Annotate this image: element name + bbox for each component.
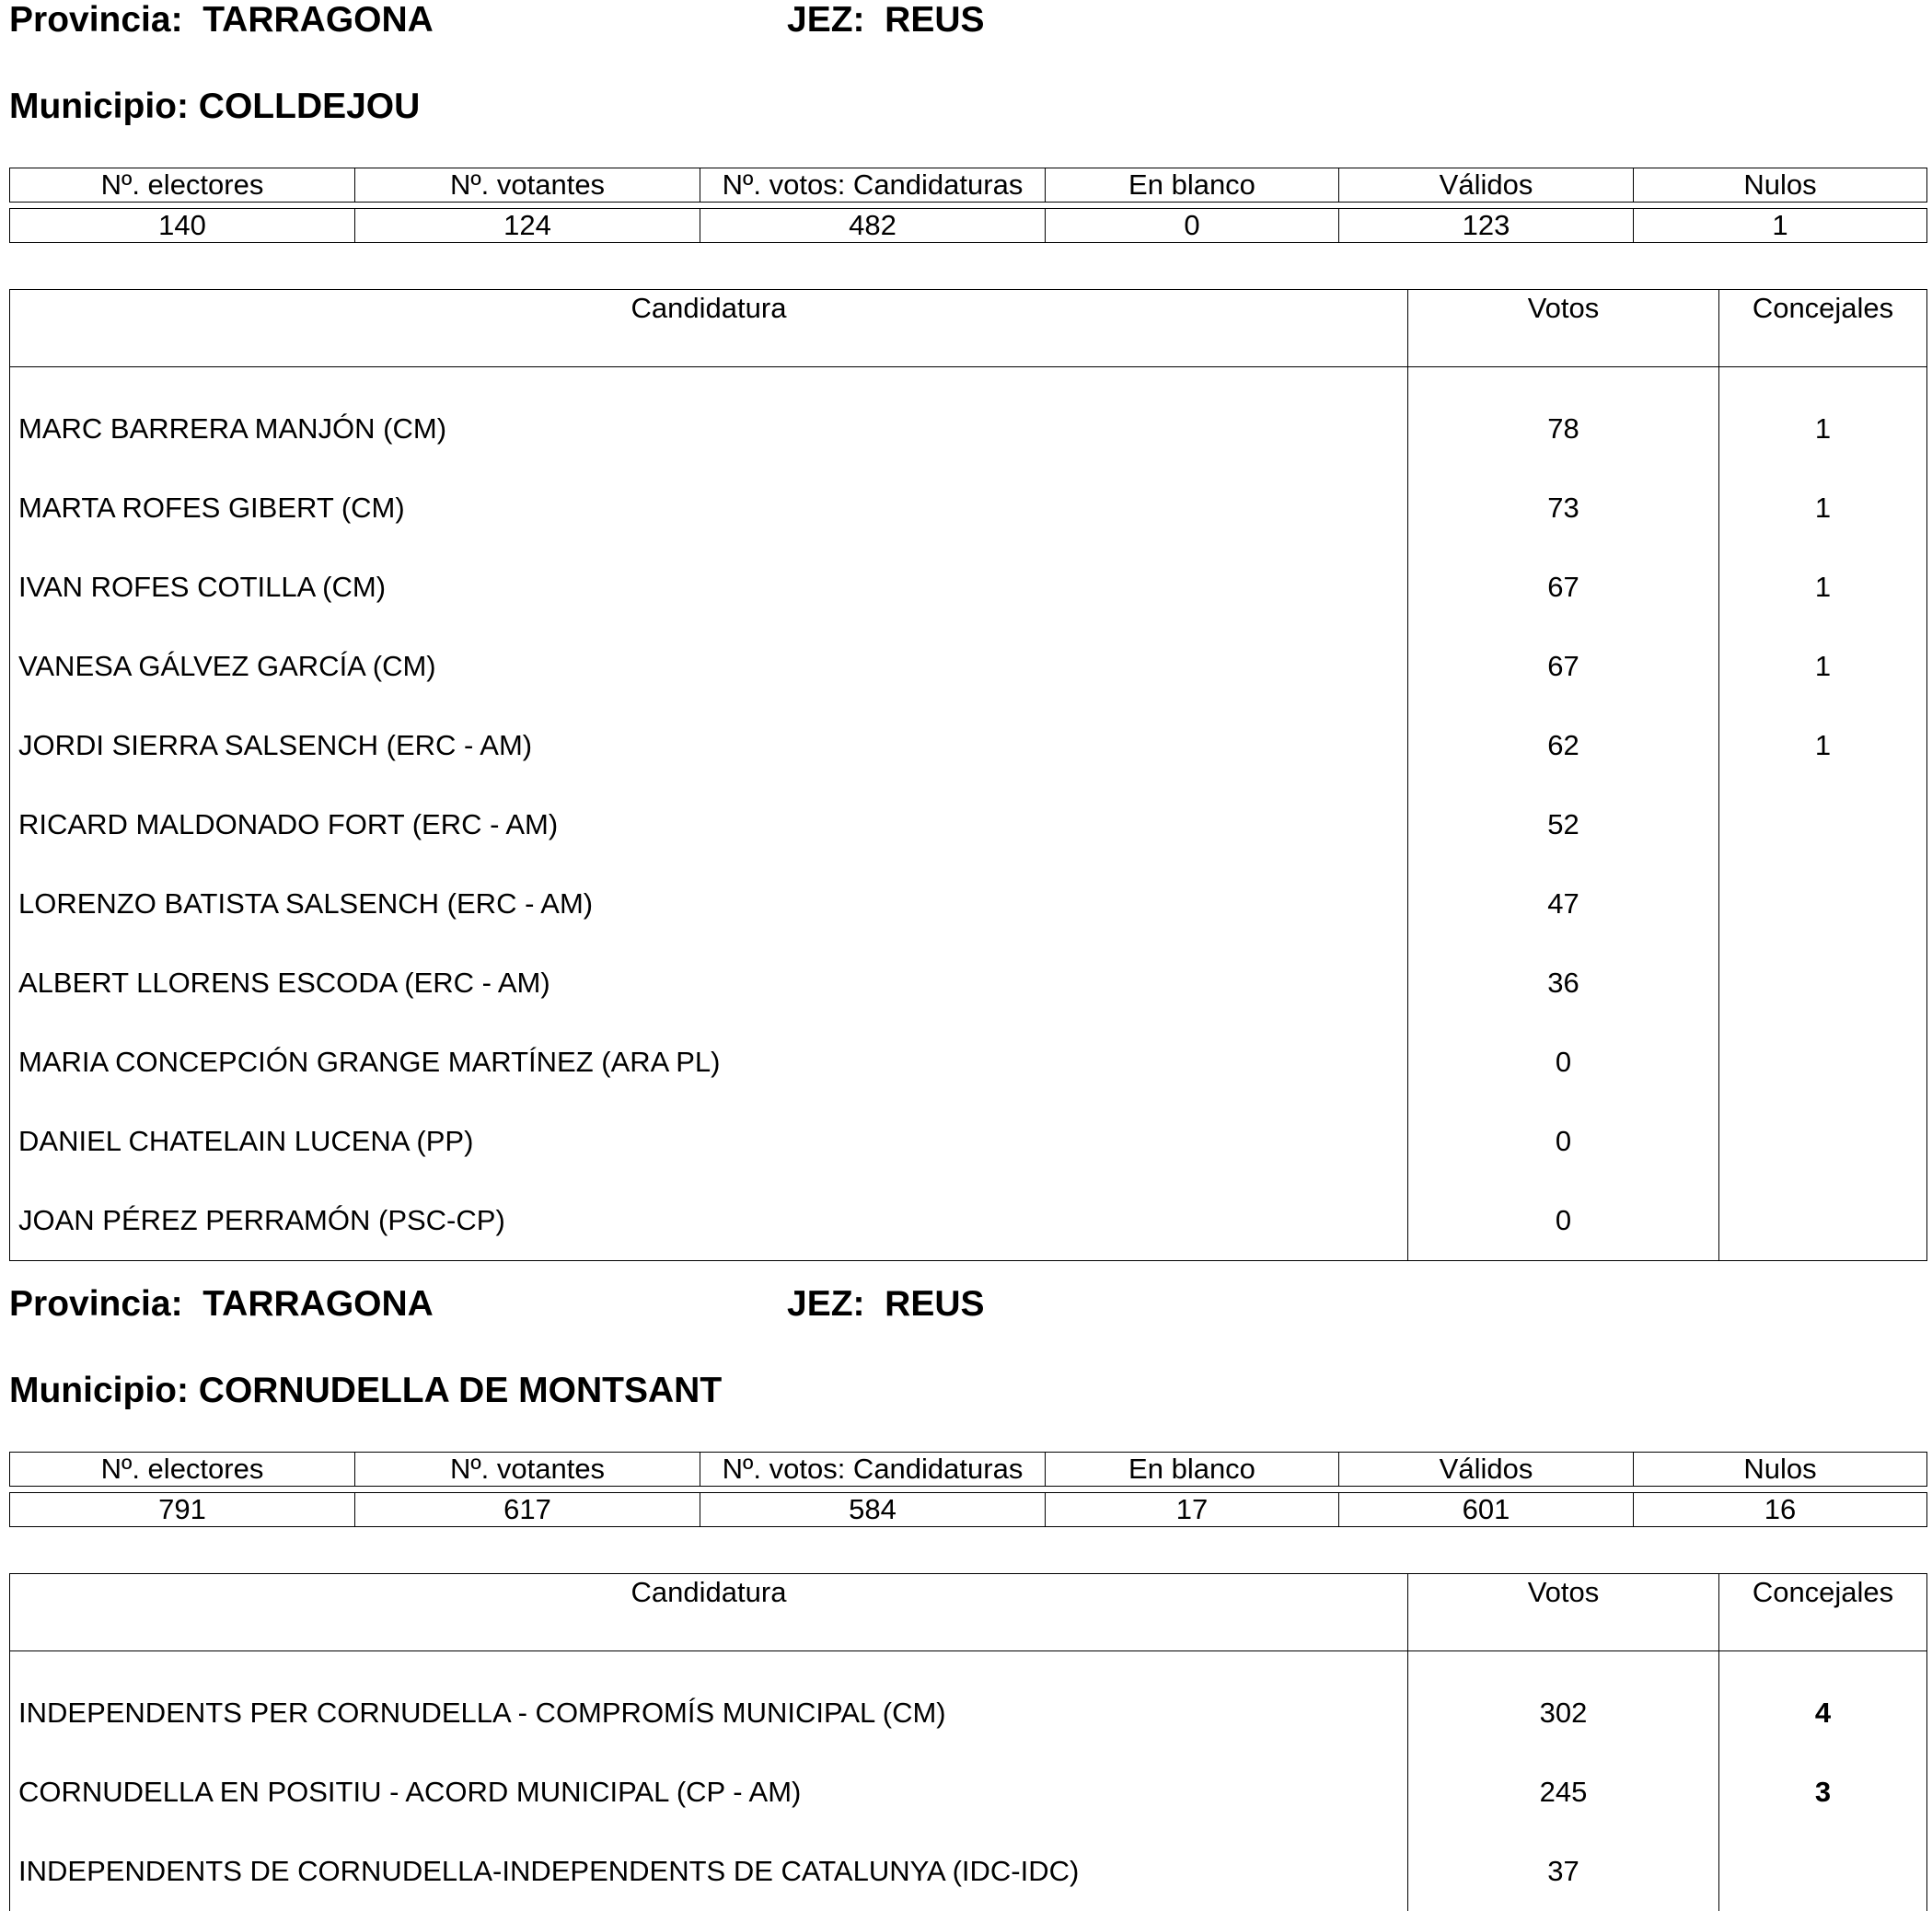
stats-values-row [10, 209, 1927, 243]
candidate-name: VANESA GÁLVEZ GARCÍA (CM) [10, 627, 1408, 706]
stats-header-row [10, 1453, 1927, 1487]
stats-header-table [9, 1452, 1927, 1487]
candidate-votes: 0 [1408, 1023, 1719, 1102]
candidate-votes: 47 [1408, 864, 1719, 944]
candidate-votes: 62 [1408, 706, 1719, 785]
candidate-votes: 67 [1408, 548, 1719, 627]
stat-header-votos-candidaturas: Nº. votos: Candidaturas [700, 1453, 1046, 1487]
candidate-name: MARC BARRERA MANJÓN (CM) [10, 367, 1408, 469]
candidate-concejales: 1 [1814, 492, 1832, 524]
candidate-row [10, 864, 1927, 944]
candidate-votes: 67 [1408, 627, 1719, 706]
candidate-concejales: 4 [1814, 1697, 1832, 1729]
municipality-title: Municipio: COLLDEJOU [9, 87, 421, 126]
province-line [9, 0, 1926, 42]
candidate-row [10, 1023, 1927, 1102]
stat-header-validos: Válidos [1339, 168, 1634, 203]
stats-header-row [10, 168, 1927, 203]
stat-value-electores: 140 [10, 209, 355, 243]
stat-header-validos: Válidos [1339, 1453, 1634, 1487]
candidate-votes: 302 [1408, 1651, 1719, 1754]
province-label: Provincia: TARRAGONA [9, 1284, 434, 1324]
candidate-votes: 52 [1408, 785, 1719, 864]
stat-header-en-blanco: En blanco [1046, 168, 1339, 203]
candidates-table [9, 1573, 1927, 1911]
candidate-concejales: 1 [1814, 571, 1832, 603]
candidate-concejales: 1 [1814, 650, 1832, 682]
province-line [9, 1284, 1926, 1326]
candidate-concejales: 1 [1814, 729, 1832, 761]
header-votos: Votos [1408, 1574, 1719, 1651]
stat-value-en-blanco: 0 [1046, 209, 1339, 243]
candidate-name: MARTA ROFES GIBERT (CM) [10, 469, 1408, 548]
stat-value-votos-candidaturas: 584 [700, 1493, 1046, 1527]
candidate-name: CORNUDELLA EN POSITIU - ACORD MUNICIPAL (CP - AM) [10, 1753, 1408, 1832]
stat-header-votantes: Nº. votantes [355, 1453, 700, 1487]
municipality-section-cornudella [9, 1284, 1926, 1887]
header-candidatura: Candidatura [10, 290, 1408, 367]
candidate-votes: 73 [1408, 469, 1719, 548]
stat-value-nulos: 16 [1634, 1493, 1927, 1527]
stat-header-nulos: Nulos [1634, 168, 1927, 203]
candidates-header-row [10, 1574, 1927, 1651]
candidate-name: ALBERT LLORENS ESCODA (ERC - AM) [10, 944, 1408, 1023]
candidate-name: DANIEL CHATELAIN LUCENA (PP) [10, 1102, 1408, 1181]
candidate-row [10, 1651, 1927, 1754]
stat-value-electores: 791 [10, 1493, 355, 1527]
candidate-name: JORDI SIERRA SALSENCH (ERC - AM) [10, 706, 1408, 785]
stats-values-table [9, 208, 1927, 243]
stat-value-votantes: 124 [355, 209, 700, 243]
stat-header-electores: Nº. electores [10, 1453, 355, 1487]
stat-header-votantes: Nº. votantes [355, 168, 700, 203]
candidate-name: RICARD MALDONADO FORT (ERC - AM) [10, 785, 1408, 864]
candidate-row [10, 706, 1927, 785]
stat-value-votantes: 617 [355, 1493, 700, 1527]
header-votos: Votos [1408, 290, 1719, 367]
candidate-votes: 36 [1408, 944, 1719, 1023]
province-label: Provincia: TARRAGONA [9, 0, 434, 40]
candidate-name: IVAN ROFES COTILLA (CM) [10, 548, 1408, 627]
candidate-concejales: 3 [1814, 1776, 1832, 1808]
candidate-votes: 245 [1408, 1753, 1719, 1832]
candidate-name: MARIA CONCEPCIÓN GRANGE MARTÍNEZ (ARA PL) [10, 1023, 1408, 1102]
stats-values-table [9, 1492, 1927, 1527]
candidate-row [10, 548, 1927, 627]
stats-values-row [10, 1493, 1927, 1527]
candidate-concejales [1719, 944, 1927, 1023]
header-concejales: Concejales [1719, 290, 1927, 367]
candidate-row [10, 627, 1927, 706]
candidate-concejales [1719, 1102, 1927, 1181]
stat-header-electores: Nº. electores [10, 168, 355, 203]
candidate-concejales [1719, 1023, 1927, 1102]
candidate-concejales [1719, 785, 1927, 864]
candidate-name: INDEPENDENTS PER CORNUDELLA - COMPROMÍS MUNICIPAL (CM) [10, 1651, 1408, 1754]
candidate-row [10, 469, 1927, 548]
candidate-votes: 0 [1408, 1181, 1719, 1261]
stat-value-validos: 601 [1339, 1493, 1634, 1527]
stats-header-table [9, 168, 1927, 203]
candidate-votes: 37 [1408, 1832, 1719, 1911]
municipality-section-colldejou [9, 0, 1926, 1236]
jez-label: JEZ: REUS [787, 0, 985, 40]
candidates-table [9, 289, 1927, 1261]
stat-value-en-blanco: 17 [1046, 1493, 1339, 1527]
stat-header-nulos: Nulos [1634, 1453, 1927, 1487]
candidate-concejales: 1 [1814, 412, 1832, 445]
candidate-row [10, 367, 1927, 469]
header-candidatura: Candidatura [10, 1574, 1408, 1651]
stat-header-votos-candidaturas: Nº. votos: Candidaturas [700, 168, 1046, 203]
candidate-row [10, 1753, 1927, 1832]
candidate-row [10, 1102, 1927, 1181]
candidate-votes: 78 [1408, 367, 1719, 469]
candidate-name: JOAN PÉREZ PERRAMÓN (PSC-CP) [10, 1181, 1408, 1261]
stat-value-validos: 123 [1339, 209, 1634, 243]
candidate-row [10, 1181, 1927, 1261]
jez-label: JEZ: REUS [787, 1284, 985, 1324]
stat-header-en-blanco: En blanco [1046, 1453, 1339, 1487]
header-concejales: Concejales [1719, 1574, 1927, 1651]
candidate-name: INDEPENDENTS DE CORNUDELLA-INDEPENDENTS DE CATALUNYA (IDC-IDC) [10, 1832, 1408, 1911]
candidate-concejales [1719, 864, 1927, 944]
candidate-concejales [1719, 1832, 1927, 1911]
candidates-header-row [10, 290, 1927, 367]
municipality-title: Municipio: CORNUDELLA DE MONTSANT [9, 1371, 723, 1410]
candidate-concejales [1719, 1181, 1927, 1261]
stat-value-nulos: 1 [1634, 209, 1927, 243]
candidate-votes: 0 [1408, 1102, 1719, 1181]
stat-value-votos-candidaturas: 482 [700, 209, 1046, 243]
candidate-row [10, 1832, 1927, 1911]
candidate-row [10, 944, 1927, 1023]
candidate-name: LORENZO BATISTA SALSENCH (ERC - AM) [10, 864, 1408, 944]
candidate-row [10, 785, 1927, 864]
